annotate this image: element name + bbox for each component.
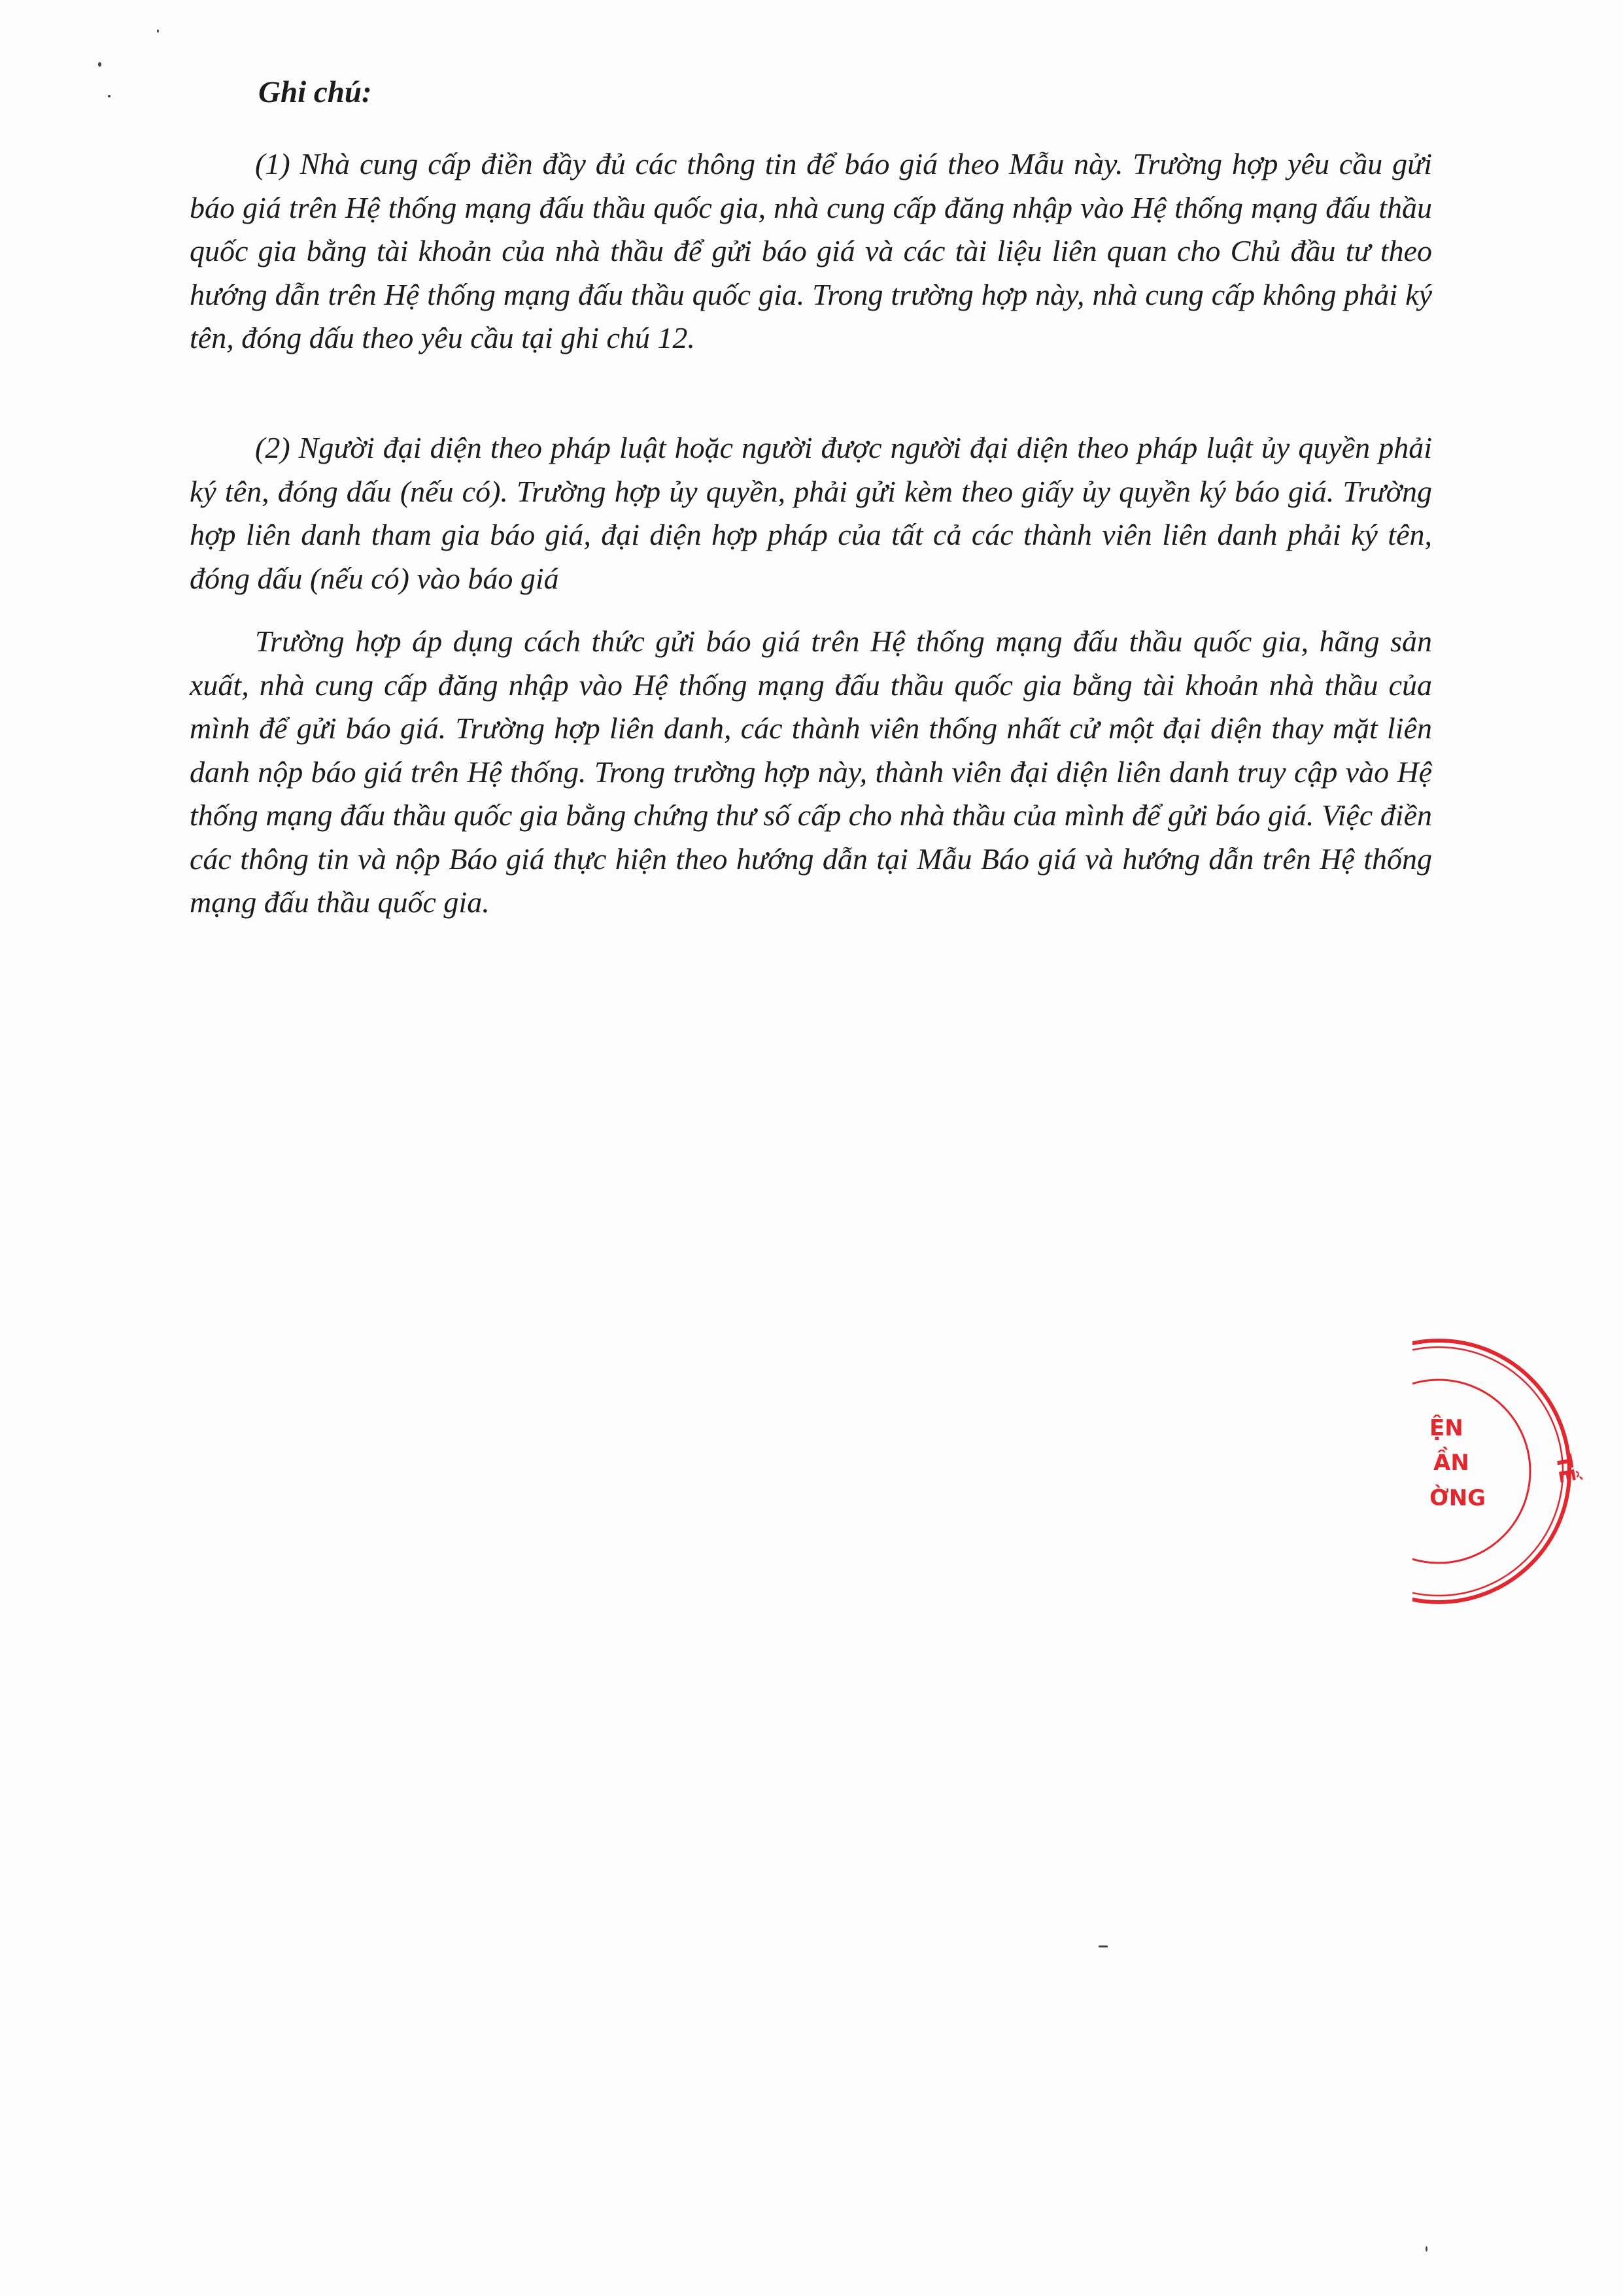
seal-fragment-1: ỆN [1429,1415,1463,1441]
scan-speck [1099,1945,1108,1947]
note-paragraph-3 [190,620,1432,925]
notes-title: Ghi chú: [258,75,372,109]
company-seal-stamp [1412,1328,1622,1615]
note-paragraph-1 [190,143,1432,360]
scan-speck [1426,2246,1427,2252]
seal-graphic [1412,1328,1622,1615]
scan-speck [157,29,159,33]
note-paragraph-2 [190,426,1432,600]
scan-speck [108,95,111,97]
note-paragraph-2-text: (2) Người đại diện theo pháp luật hoặc người được người đại diện theo pháp luật ủy quyền phải ký tên, đóng dấu (nếu có). Trường hợp ủy quyền, phải gửi kèm theo giấy ủy quyền ký báo giá. Trường hợp liên danh tham gia báo giá, đại diện hợp pháp của tất cả các thành viên liên danh phải ký tên, đóng dấu (nếu có) vào báo giá [190,431,1432,595]
note-paragraph-3-text: Trường hợp áp dụng cách thức gửi báo giá trên Hệ thống mạng đấu thầu quốc gia, hãng sản xuất, nhà cung cấp đăng nhập vào Hệ thống mạng đấu thầu quốc gia bằng tài khoản nhà thầu của mình để gửi báo giá. Trường hợp liên danh, các thành viên thống nhất cử một đại diện thay mặt liên danh nộp báo giá trên Hệ thống. Trong trường hợp này, thành viên đại diện liên danh truy cập vào Hệ thống mạng đấu thầu quốc gia bằng chứng thư số cấp cho nhà thầu của mình để gửi báo giá. Việc điền các thông tin và nộp Báo giá thực hiện theo hướng dẫn tại Mẫu Báo giá và hướng dẫn trên Hệ thống mạng đấu thầu quốc gia. [190,625,1432,919]
seal-fragment-4: TẾ [1550,1452,1580,1485]
scan-speck [98,62,101,67]
note-paragraph-1-text: (1) Nhà cung cấp điền đầy đủ các thông tin để báo giá theo Mẫu này. Trường hợp yêu cầu gửi báo giá trên Hệ thống mạng đấu thầu quốc gia, nhà cung cấp đăng nhập vào Hệ thống mạng đấu thầu quốc gia bằng tài khoản của nhà thầu để gửi báo giá và các tài liệu liên quan cho Chủ đầu tư theo hướng dẫn trên Hệ thống mạng đấu thầu quốc gia. Trong trường hợp này, nhà cung cấp không phải ký tên, đóng dấu theo yêu cầu tại ghi chú 12. [190,147,1432,354]
seal-fragment-2: ẦN [1433,1450,1469,1476]
seal-fragment-3: ỜNG [1429,1485,1486,1511]
